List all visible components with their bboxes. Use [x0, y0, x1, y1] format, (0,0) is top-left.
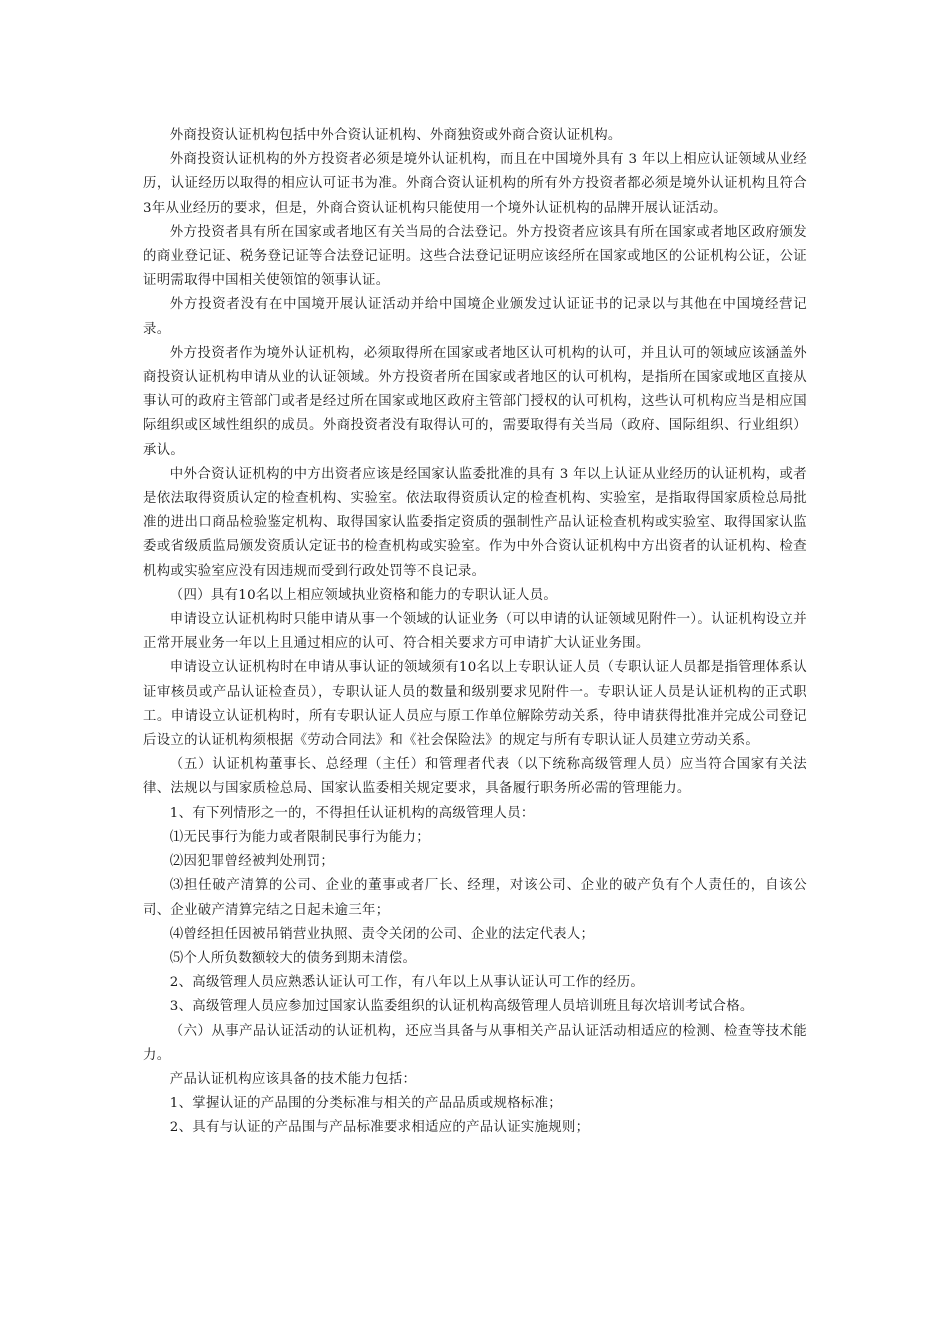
list-item: ⑵因犯罪曾经被判处刑罚；: [169, 854, 335, 870]
paragraph-3: 外方投资者具有所在国家或者地区有关当局的合法登记。外方投资者应该具有所在国家或者地区政府颁发的商业登记证、税务登记证等合法登记证明。这些合法登记证明应该经所在国家或地区的公证机构公证，公证证明需取得中国相关使领馆的领事认证。: [143, 224, 807, 289]
paragraph-6: 中外合资认证机构的中方出资者应该是经国家认监委批准的具有 3 年以上认证从业经历的认证机构，或者是依法取得资质认定的检查机构、实验室。依法取得资质认定的检查机构、实验室，是指取得国家质检总局批准的进出口商品检验鉴定机构、取得国家认监委指定资质的强制性产品认证检查机构或实验室、取得国家认监委或省级质监局颁发资质认定证书的检查机构或实验室。作为中外合资认证机构中方出资者的认证机构、检查机构或实验室应没有因违规而受到行政处罚等不良记录。: [143, 466, 807, 579]
paragraph-20: 产品认证机构应该具备的技术能力包括：: [169, 1071, 417, 1087]
list-item: ⑶担任破产清算的公司、企业的董事或者厂长、经理，对该公司、企业的破产负有个人责任的，自该公司、企业破产清算完结之日起未逾三年；: [143, 878, 807, 918]
section-heading-5: （五）认证机构董事长、总经理（主任）和管理者代表（以下统称高级管理人员）应当符合国家有关法律、法规以与国家质检总局、国家认监委相关规定要求，具备履行职务所必需的管理能力。: [143, 757, 807, 797]
section-heading-4: （四）具有10名以上相应领域执业资格和能力的专职认证人员。: [169, 587, 558, 603]
paragraph-5: 外方投资者作为境外认证机构，必须取得所在国家或者地区认可机构的认可，并且认可的领域应该涵盖外商投资认证机构申请从业的认证领域。外方投资者所在国家或者地区的认可机构，是指所在国家或地区直接从事认可的政府主管部门或者是经过所在国家或地区政府主管部门授权的认可机构，这些认可机构应当是相应国际组织或区域性组织的成员。外商投资者没有取得认可的，需要取得有关当局（政府、国际组织、行业组织）承认。: [143, 345, 807, 458]
paragraph-8: 申请设立认证机构时只能申请从事一个领域的认证业务（可以申请的认证领域见附件一）。认证机构设立并正常开展业务一年以上且通过相应的认可、符合相关要求方可申请扩大认证业务围。: [143, 612, 807, 652]
document-body: [143, 124, 807, 1141]
list-item: ⑴无民事行为能力或者限制民事行为能力；: [169, 829, 430, 845]
section-heading-6: （六）从事产品认证活动的认证机构，还应当具备与从事相关产品认证活动相适应的检测、检查等技术能力。: [143, 1023, 807, 1063]
paragraph-2: 外商投资认证机构的外方投资者必须是境外认证机构，而且在中国境外具有 3 年以上相应认证领域从业经历，认证经历以取得的相应认可证书为准。外商合资认证机构的所有外方投资者都必须是境外认证机构且符合3年从业经历的要求，但是，外商合资认证机构只能使用一个境外认证机构的品牌开展认证活动。: [143, 152, 807, 216]
paragraph-4: 外方投资者没有在中国境开展认证活动并给中国境企业颁发过认证证书的记录以与其他在中国境经营记录。: [143, 297, 807, 337]
list-item: ⑸个人所负数额较大的债务到期未清偿。: [169, 950, 417, 966]
list-item: 2、高级管理人员应熟悉认证认可工作，有八年以上从事认证认可工作的经历。: [169, 975, 645, 991]
list-item: 2、具有与认证的产品围与产品标准要求相适应的产品认证实施规则；: [169, 1120, 590, 1136]
paragraph-1: 外商投资认证机构包括中外合资认证机构、外商独资或外商合资认证机构。: [169, 128, 622, 143]
list-item: 3、高级管理人员应参加过国家认监委组织的认证机构高级管理人员培训班且每次培训考试合格。: [169, 999, 754, 1015]
list-item: 1、掌握认证的产品围的分类标准与相关的产品品质或规格标准；: [169, 1096, 562, 1112]
list-item: ⑷曾经担任因被吊销营业执照、责令关闭的公司、企业的法定代表人；: [169, 926, 595, 942]
list-item: 1、有下列情形之一的，不得担任认证机构的高级管理人员：: [169, 805, 535, 821]
paragraph-9: 申请设立认证机构时在申请从事认证的领域须有10名以上专职认证人员（专职认证人员都是指管理体系认证审核员或产品认证检查员），专职认证人员的数量和级别要求见附件一。专职认证人员是认证机构的正式职工。申请设立认证机构时，所有专职认证人员应与原工作单位解除劳动关系，待申请获得批准并完成公司登记后设立的认证机构须根据《劳动合同法》和《社会保险法》的规定与所有专职认证人员建立劳动关系。: [143, 660, 807, 749]
